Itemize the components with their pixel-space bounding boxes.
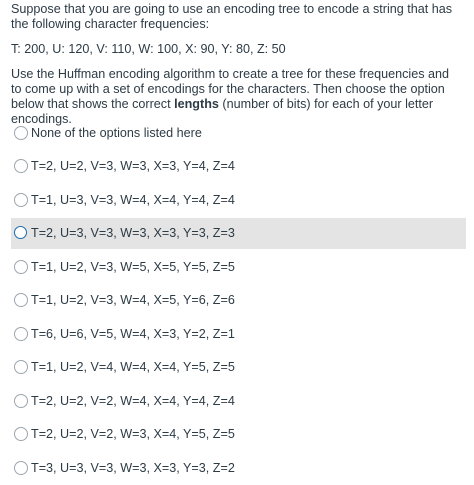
radio-button[interactable] <box>14 461 28 475</box>
radio-button[interactable] <box>14 126 28 140</box>
answer-options <box>0 116 474 485</box>
radio-button[interactable] <box>14 327 28 341</box>
answer-option[interactable] <box>0 351 474 385</box>
answer-option[interactable] <box>0 116 474 150</box>
answer-option[interactable] <box>0 217 474 251</box>
radio-button[interactable] <box>14 159 28 173</box>
radio-button[interactable] <box>14 360 28 374</box>
answer-option[interactable] <box>0 384 474 418</box>
answer-label: T=2, U=2, V=3, W=3, X=3, Y=4, Z=4 <box>31 159 235 174</box>
answer-label: T=2, U=2, V=2, W=3, X=4, Y=5, Z=5 <box>31 427 235 442</box>
answer-option[interactable] <box>0 418 474 452</box>
question-text <box>11 2 461 127</box>
radio-button[interactable] <box>14 193 28 207</box>
radio-button[interactable] <box>14 293 28 307</box>
question-intro: Suppose that you are going to use an encoding tree to encode a string that has the following character frequencies: <box>11 2 453 31</box>
answer-option[interactable] <box>0 150 474 184</box>
instructions-text-start: Use the Huffman encoding algorithm to create a tree for these frequencies and to come up with a set of encodings for the characters. Then choose the option below that shows the correct <box>11 67 450 111</box>
answer-label: T=1, U=2, V=3, W=5, X=5, Y=5, Z=5 <box>31 259 235 274</box>
answer-label: T=1, U=2, V=3, W=4, X=5, Y=6, Z=6 <box>31 293 235 308</box>
answer-label: T=2, U=3, V=3, W=3, X=3, Y=3, Z=3 <box>31 226 235 241</box>
radio-button[interactable] <box>14 394 28 408</box>
answer-option[interactable] <box>0 317 474 351</box>
answer-option[interactable] <box>0 250 474 284</box>
radio-button[interactable] <box>14 260 28 274</box>
answer-option[interactable] <box>0 284 474 318</box>
answer-option[interactable] <box>0 183 474 217</box>
instructions-text-end: (number of bits) for each of your letter encodings. <box>11 97 434 126</box>
radio-button[interactable] <box>14 427 28 441</box>
answer-option[interactable] <box>0 451 474 485</box>
answer-label: T=2, U=2, V=2, W=4, X=4, Y=4, Z=4 <box>31 393 235 408</box>
answer-label: None of the options listed here <box>31 125 202 140</box>
instructions-bold-word: lengths <box>174 97 219 111</box>
answer-label: T=1, U=3, V=3, W=4, X=4, Y=4, Z=4 <box>31 192 235 207</box>
answer-label: T=6, U=6, V=5, W=4, X=3, Y=2, Z=1 <box>31 326 235 341</box>
character-frequencies: T: 200, U: 120, V: 110, W: 100, X: 90, Y: 80, Z: 50 <box>11 42 286 56</box>
answer-label: T=3, U=3, V=3, W=3, X=3, Y=3, Z=2 <box>31 460 235 475</box>
answer-label: T=1, U=2, V=4, W=4, X=4, Y=5, Z=5 <box>31 360 235 375</box>
